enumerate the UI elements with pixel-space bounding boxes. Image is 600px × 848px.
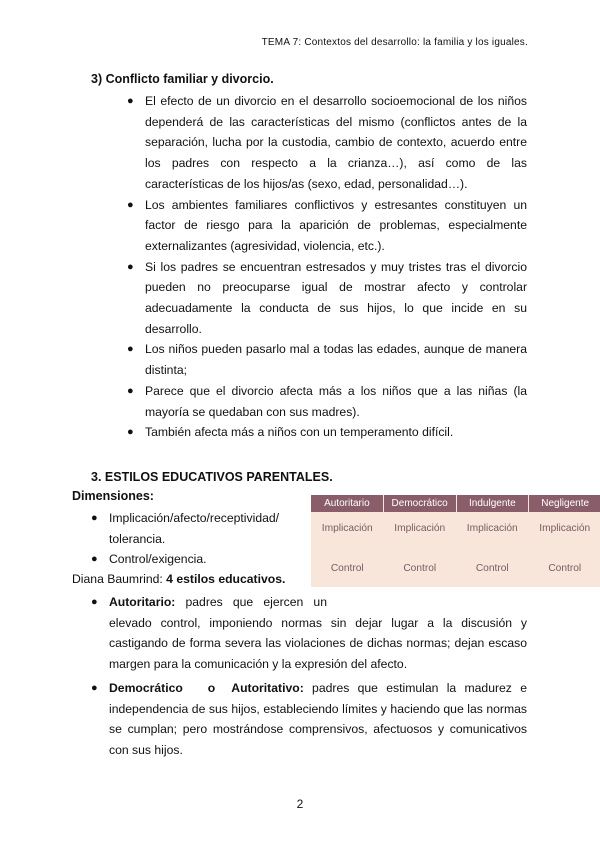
list-item: ● Democrático o Autoritativo: padres que estimulan la madurez e independencia de sus hijos, estableciendo límites y haciendo que las normas se cumplan; pero mostrándose comprensivos, afectuosos y comunicativos con sus hijos.: [109, 678, 527, 761]
table-header: [311, 495, 600, 512]
estilos-table: [311, 495, 600, 587]
bullet-icon: ●: [91, 596, 98, 608]
dimensiones-list: [91, 508, 289, 570]
list-item: ● Autoritario: padres que ejercen un elevado control, imponiendo normas sin dejar lugar a la discusión y castigando de forma severa las violaciones de dichas normas; dejan escaso margen para la comunicación y la expresión del afecto.: [109, 592, 527, 675]
section-title-conflicto: 3) Conflicto familiar y divorcio.: [91, 72, 274, 86]
bullet-icon: ●: [91, 681, 98, 694]
bullet-icon: ●: [127, 426, 134, 439]
table-cell: Control: [330, 563, 364, 574]
dimensiones-label: Dimensiones:: [72, 489, 154, 503]
table-header-cell: Negligente: [541, 498, 590, 509]
bullet-icon: ●: [91, 512, 98, 524]
page-number: 2: [296, 797, 304, 811]
table-header-cell: Autoritario: [311, 495, 384, 512]
list-item: ● Implicación/afecto/receptividad/ tolerancia.: [109, 508, 289, 549]
bullet-icon: ●: [127, 384, 134, 397]
table-cell: Implicación: [394, 523, 446, 534]
list-item: ● Si los padres se encuentran estresados y muy tristes tras el divorcio pueden no preocuparse igual de mostrar afecto y controlar adecuadamente la conducta de sus hijos, lo que incide en su desarrollo.: [145, 257, 527, 340]
table-cell: Implicación: [321, 523, 373, 534]
list-item: ● Control/exigencia.: [109, 549, 289, 570]
bullet-icon: ●: [127, 198, 134, 211]
table-cell: Control: [403, 563, 437, 574]
table-header-cell: Democrático: [384, 495, 457, 512]
list-item: ● Parece que el divorcio afecta más a los niños que a las niñas (la mayoría se quedaban con sus madres).: [145, 381, 527, 422]
page-header: TEMA 7: Contextos del desarrollo: la familia y los iguales.: [261, 37, 528, 48]
table-cell: Control: [548, 563, 582, 574]
list-item: ● Los ambientes familiares conflictivos y estresantes constituyen un factor de riesgo para la aparición de problemas, especialmente externalizantes (agresividad, violencia, etc.).: [145, 195, 527, 257]
table-header-cell: Indulgente: [457, 495, 530, 512]
table-row: [311, 563, 600, 574]
section-title-estilos: 3. ESTILOS EDUCATIVOS PARENTALES.: [91, 470, 333, 484]
list-item: ● El efecto de un divorcio en el desarrollo socioemocional de los niños dependerá de las características del mismo (conflictos antes de la separación, lucha por la custodia, cambio de contexto, acuerdo entre los padres con respecto a la crianza…), así como de las características de los hijos/as (sexo, edad, personalidad…).: [145, 91, 527, 195]
bullet-icon: ●: [127, 95, 134, 107]
estilos-list: [91, 592, 527, 761]
table-float-spacer: [327, 592, 527, 606]
baumrind-line: Diana Baumrind: 4 estilos educativos.: [72, 572, 286, 586]
bullet-icon: ●: [91, 553, 98, 566]
list-item: ● También afecta más a niños con un temperamento difícil.: [145, 422, 527, 443]
table-cell: Implicación: [539, 523, 591, 534]
conflicto-list: [127, 91, 527, 443]
list-item: ● Los niños pueden pasarlo mal a todas las edades, aunque de manera distinta;: [145, 339, 527, 380]
table-cell: Control: [475, 563, 509, 574]
bullet-icon: ●: [127, 260, 134, 273]
bullet-icon: ●: [127, 343, 134, 356]
table-row: [311, 523, 600, 534]
table-cell: Implicación: [466, 523, 518, 534]
